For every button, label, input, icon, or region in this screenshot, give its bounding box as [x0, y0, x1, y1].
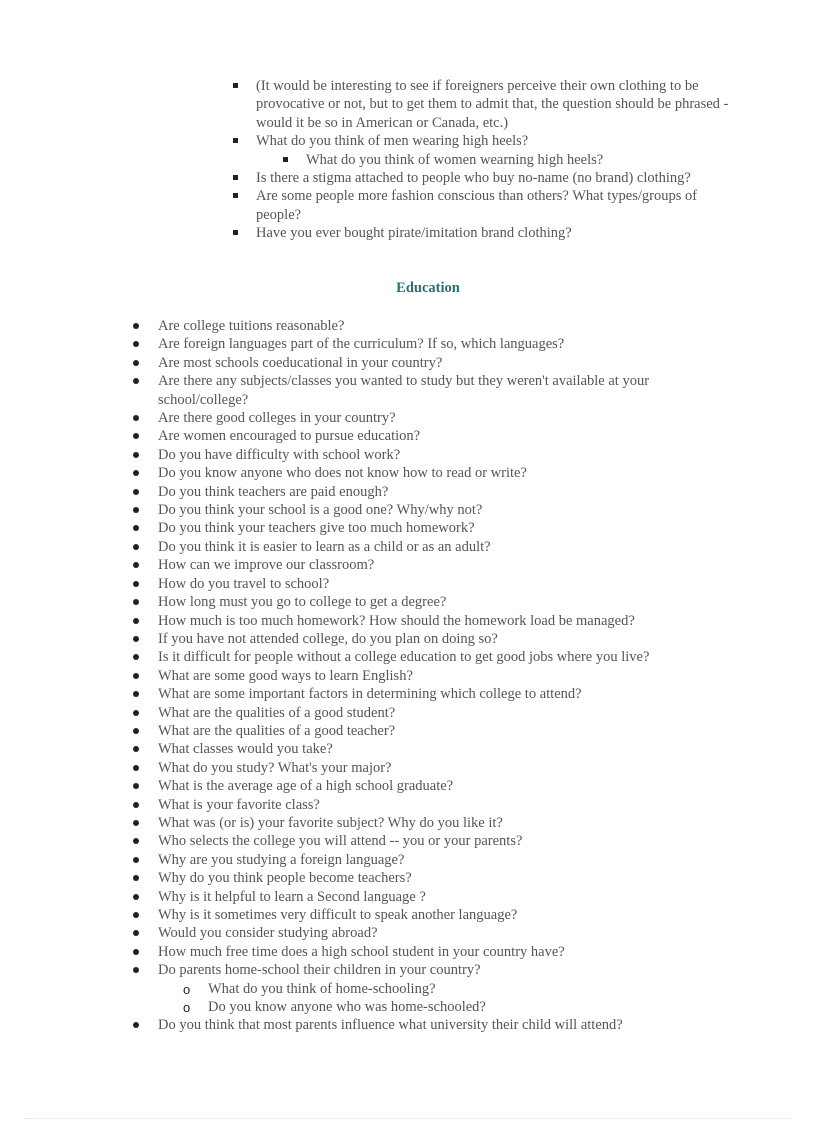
round-bullet-icon [133, 930, 139, 936]
round-bullet-icon [133, 618, 139, 624]
list-item [131, 464, 731, 482]
clothing-question-list [232, 77, 742, 243]
list-item [131, 538, 731, 556]
sub-list-item [131, 998, 731, 1016]
list-item [131, 869, 731, 887]
round-bullet-icon [133, 452, 139, 458]
list-item-text: What do you study? What's your major? [158, 759, 392, 776]
list-item-text: Do parents home-school their children in your country? [158, 962, 481, 979]
list-item-text: Do you think that most parents influence what university their child will attend? [158, 1017, 623, 1034]
sub-list-item [232, 151, 742, 169]
list-item-text: Are college tuitions reasonable? [158, 318, 345, 334]
list-item-text: How can we improve our classroom? [158, 557, 375, 574]
square-bullet-icon [283, 157, 288, 162]
list-item-text: How much is too much homework? How should the homework load be managed? [158, 612, 635, 629]
round-bullet-icon [133, 433, 139, 439]
list-item [131, 777, 731, 795]
list-item [232, 77, 742, 132]
list-item [131, 519, 731, 537]
round-bullet-icon [133, 820, 139, 826]
square-bullet-icon [233, 230, 238, 235]
round-bullet-icon [133, 654, 139, 660]
list-item-text: How long must you go to college to get a degree? [158, 594, 447, 611]
list-item [131, 612, 731, 630]
round-bullet-icon [133, 599, 139, 605]
list-item-text: What are some important factors in determining which college to attend? [158, 686, 582, 703]
list-item-text: Are most schools coeducational in your country? [158, 354, 443, 371]
square-bullet-icon [233, 175, 238, 180]
hollow-bullet-icon: o [183, 981, 191, 997]
round-bullet-icon [133, 470, 139, 476]
list-item-text: What do you think of women wearning high heels? [306, 151, 604, 168]
list-item-text: What do you think of home-schooling? [208, 980, 436, 997]
round-bullet-icon [133, 507, 139, 513]
round-bullet-icon [133, 415, 139, 421]
list-item-text: Do you think it is easier to learn as a child or as an adult? [158, 538, 491, 555]
list-item-text: If you have not attended college, do you plan on doing so? [158, 630, 498, 647]
round-bullet-icon [133, 857, 139, 863]
round-bullet-icon [133, 525, 139, 531]
list-item [131, 814, 731, 832]
list-item [131, 372, 731, 409]
round-bullet-icon [133, 710, 139, 716]
list-item [131, 924, 731, 942]
list-item-text: What was (or is) your favorite subject? Why do you like it? [158, 814, 503, 831]
round-bullet-icon [133, 949, 139, 955]
list-item-text: What is the average age of a high school graduate? [158, 778, 454, 795]
round-bullet-icon [133, 691, 139, 697]
list-item-text: What is your favorite class? [158, 796, 320, 813]
round-bullet-icon [133, 875, 139, 881]
round-bullet-icon [133, 783, 139, 789]
round-bullet-icon [133, 562, 139, 568]
round-bullet-icon [133, 765, 139, 771]
list-item [131, 832, 731, 850]
list-item-text: What are the qualities of a good student? [158, 704, 396, 721]
list-item [131, 427, 731, 445]
list-item [131, 575, 731, 593]
round-bullet-icon [133, 728, 139, 734]
round-bullet-icon [133, 838, 139, 844]
square-bullet-icon [233, 138, 238, 143]
section-heading-education: Education [396, 280, 460, 296]
list-item-text: What are the qualities of a good teacher? [158, 722, 396, 739]
round-bullet-icon [133, 360, 139, 366]
list-item-text: Is there a stigma attached to people who buy no-name (no brand) clothing? [256, 170, 691, 187]
list-item-text: Are foreign languages part of the curriculum? If so, which languages? [158, 336, 565, 353]
round-bullet-icon [133, 544, 139, 550]
list-item [131, 906, 731, 924]
list-item [131, 409, 731, 427]
list-item [131, 648, 731, 666]
list-item-text: Why is it helpful to learn a Second language ? [158, 888, 426, 905]
list-item [232, 224, 742, 242]
list-item [131, 888, 731, 906]
list-item [131, 335, 731, 353]
list-item [131, 1016, 731, 1034]
list-item-text: Are some people more fashion conscious than others? What types/groups of people? [256, 188, 698, 223]
list-item [131, 667, 731, 685]
page-footer-divider [24, 1118, 792, 1119]
round-bullet-icon [133, 673, 139, 679]
list-item-text: Do you think teachers are paid enough? [158, 483, 389, 500]
education-question-list [131, 317, 731, 1035]
list-item [131, 446, 731, 464]
list-item [131, 740, 731, 758]
list-item-text: Do you think your school is a good one? Why/why not? [158, 502, 483, 519]
list-item-text: Do you know anyone who does not know how to read or write? [158, 465, 527, 482]
round-bullet-icon [133, 489, 139, 495]
list-item-text: Do you think your teachers give too much homework? [158, 520, 475, 537]
list-item [131, 704, 731, 722]
list-item-text: Have you ever bought pirate/imitation brand clothing? [256, 225, 572, 242]
list-item-text: Why do you think people become teachers? [158, 870, 412, 887]
list-item [232, 169, 742, 187]
list-item [131, 759, 731, 777]
list-item-text: How much free time does a high school student in your country have? [158, 943, 565, 960]
hollow-bullet-icon: o [183, 1000, 191, 1016]
list-item-text: Is it difficult for people without a college education to get good jobs where you live? [158, 649, 650, 666]
list-item [131, 630, 731, 648]
list-item-text: What are some good ways to learn English? [158, 667, 413, 684]
round-bullet-icon [133, 341, 139, 347]
square-bullet-icon [233, 83, 238, 88]
list-item-text: Do you know anyone who was home-schooled? [208, 999, 486, 1016]
list-item [131, 796, 731, 814]
list-item-text: Are there any subjects/classes you wanted to study but they weren't available at your school/college? [158, 373, 650, 408]
list-item-text: Why is it sometimes very difficult to speak another language? [158, 907, 518, 923]
round-bullet-icon [133, 581, 139, 587]
round-bullet-icon [133, 323, 139, 329]
list-item [131, 722, 731, 740]
list-item [131, 851, 731, 869]
round-bullet-icon [133, 912, 139, 918]
sub-list-item [131, 980, 731, 998]
list-item [131, 685, 731, 703]
list-item-text: What classes would you take? [158, 741, 333, 758]
list-item [131, 501, 731, 519]
list-item-text: Would you consider studying abroad? [158, 925, 378, 942]
list-item-text: What do you think of men wearing high heels? [256, 133, 529, 150]
list-item [131, 961, 731, 979]
list-item-text: (It would be interesting to see if foreigners perceive their own clothing to be provocative or not, but to get them to admit that, the question should be phrased - would it be so in American or Canada, etc.) [256, 78, 729, 131]
square-bullet-icon [233, 193, 238, 198]
round-bullet-icon [133, 894, 139, 900]
list-item-text: Who selects the college you will attend -- you or your parents? [158, 833, 523, 850]
list-item-text: How do you travel to school? [158, 575, 330, 592]
round-bullet-icon [133, 1022, 139, 1028]
list-item [131, 593, 731, 611]
list-item-text: Do you have difficulty with school work? [158, 446, 401, 463]
round-bullet-icon [133, 636, 139, 642]
round-bullet-icon [133, 802, 139, 808]
round-bullet-icon [133, 967, 139, 973]
list-item-text: Why are you studying a foreign language? [158, 851, 405, 868]
list-item [131, 317, 731, 335]
list-item [232, 132, 742, 150]
list-item-text: Are there good colleges in your country? [158, 410, 396, 427]
round-bullet-icon [133, 378, 139, 384]
round-bullet-icon [133, 746, 139, 752]
list-item-text: Are women encouraged to pursue education? [158, 428, 421, 445]
list-item [232, 187, 742, 224]
list-item [131, 354, 731, 372]
list-item [131, 556, 731, 574]
list-item [131, 943, 731, 961]
list-item [131, 483, 731, 501]
